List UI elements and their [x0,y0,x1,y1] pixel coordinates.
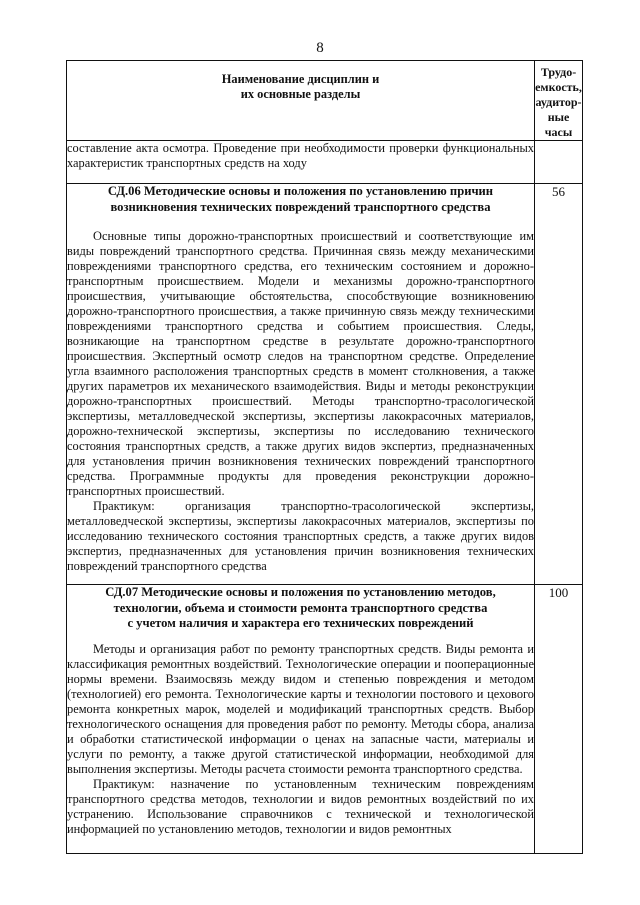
table-row [67,585,583,854]
table-row [67,184,583,585]
sd06-title-line1: СД.06 Методические основы и положения по установлению причин [107,184,494,198]
sd07-title-line3: с учетом наличия и характера его технических повреждений [127,616,474,630]
sd07-body: Методы и организация работ по ремонту транспортных средств. Виды ремонта и классификация ремонтных воздействий. Технологические операции и пооперационные нормы времени. Взаимосвязь между видом и степенью повреждения и методом (технологией) его ремонта. Технологические карты и технологии постового и цехового ремонта конкретных марок, моделей и модификаций транспортных средств. Выбор технологического оснащения для проведения работ по ремонту. Методы сбора, анализа и обработки статистической информации о ценах на запасные части, материалы и услуги по ремонту, а также другой статистической информации, необходимой для выполнения экспертизы. Методы расчета стоимости ремонта транспортного средства. [67,641,534,776]
table-header-row [67,61,583,141]
header-col2-line4: ные часы [544,110,573,139]
disciplines-table [66,60,583,854]
sd07-cell [67,585,535,854]
sd06-body: Основные типы дорожно-транспортных происшествий и соответствующие им виды повреждений транспортного средства. Причинная связь между механическими повреждениями транспортного средства, его техническим состоянием и дорожно-транспортным происшествием. Модели и механизмы дорожно-транспортного происшествия, учитывающие обстоятельства, способствующие возникновению дорожно-транспортного происшествия, а также причинную связь между техническими повреждениями транспортного средства и событием происшествия. Следы, возникающие на транспортном средстве в результате дорожно-транспортного происшествия. Экспертный осмотр следов на транспортном средстве. Определение угла взаимного расположения транспортных средств в момент столкновения, а также других параметров их механического взаимодействия. Виды и методы реконструкции дорожно-транспортных происшествий. Методы транспортно-трасологической экспертизы, металловедческой экспертизы, экспертизы лакокрасочных материалов, дорожно-технической экспертизы, экспертизы по исследованию технического состояния транспортных средств, а также других видов экспертиз, предназначенных для установления причин возникновения технических повреждений транспортного средства. Программные продукты для проведения реконструкции дорожно-транспортных происшествий. [67,229,534,498]
header-disciplines [67,61,535,141]
sd06-cell [67,184,535,585]
sd06-practicum: Практикум: организация транспортно-трасологической экспертизы, металловедческой экспертизы, экспертизы лакокрасочных материалов, экспертизы по исследованию технического состояния транспортных средств, а также других видов экспертиз, предназначенных для установления причин возникновения технических повреждений транспортного средства [67,499,534,573]
header-col2-line1: Трудо- [540,65,577,79]
header-col2-line2: емкость, [535,80,582,94]
sd06-hours: 56 [535,184,583,585]
header-hours [535,61,583,141]
header-col1-line2: их основные разделы [240,87,361,101]
sd07-hours: 100 [535,585,583,854]
continuation-cell [67,141,535,184]
sd07-practicum: Практикум: назначение по установленным техническим повреждениям транспортного средства методов, технологии и видов ремонтных воздействий по их устранению. Использование справочников с технической и технологической информацией по установлению методов, технологии и видов ремонтных [67,776,534,836]
sd07-title-line2: технологии, объема и стоимости ремонта транспортного средства [113,600,488,615]
page-number: 8 [316,40,324,56]
sd07-title-line1: СД.07 Методические основы и положения по установлению методов, [105,585,496,599]
header-col2-line3: аудитор- [535,95,582,109]
sd06-title-line2: возникновения технических повреждений транспортного средства [110,199,491,214]
continuation-hours-cell [535,141,583,184]
header-col1-line1: Наименование дисциплин и [221,72,380,86]
table-row [67,141,583,184]
continuation-text: составление акта осмотра. Проведение при необходимости проверки функциональных характеристик транспортных средств на ходу [67,141,534,170]
